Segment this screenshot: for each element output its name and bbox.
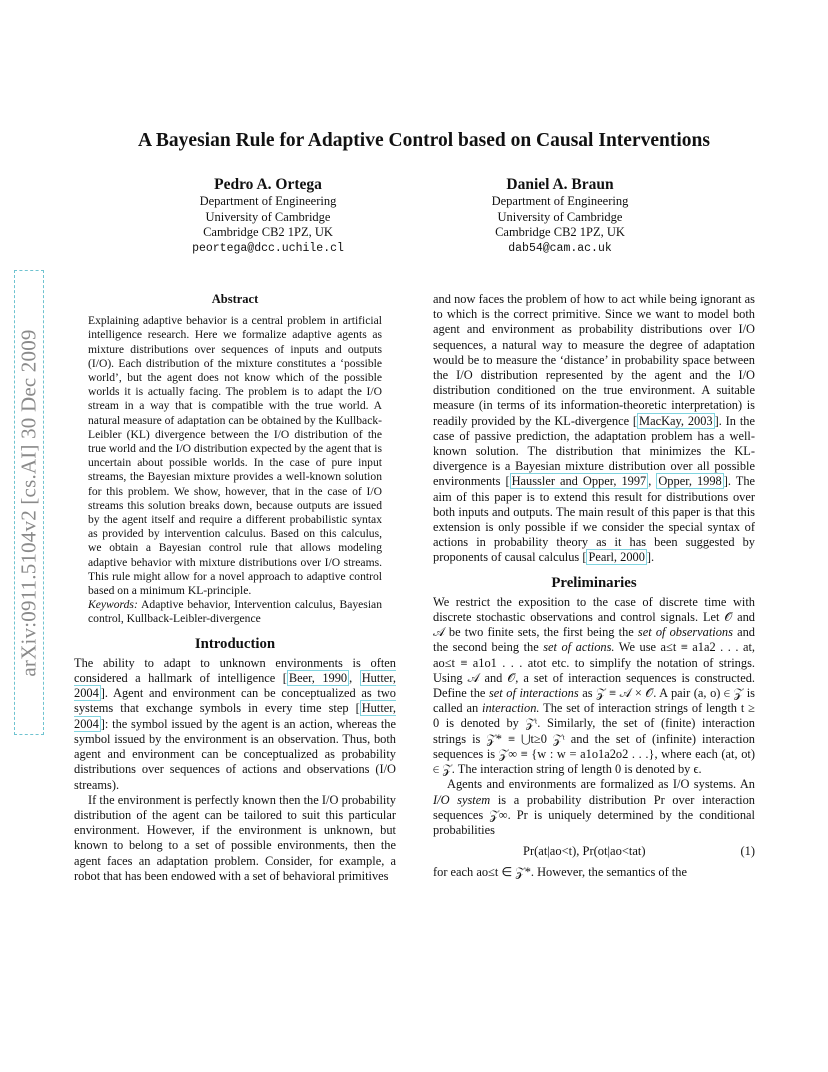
- author-university: University of Cambridge: [497, 209, 623, 224]
- author-block-ortega: [148, 175, 388, 256]
- equation-body: Pr(at|ao<t), Pr(ot|ao<tat): [523, 844, 646, 859]
- keywords-text: Adaptive behavior, Intervention calculus, Bayesian control, Kullback-Leibler-divergence: [88, 598, 382, 626]
- citation-link[interactable]: Hutter, 2004: [74, 701, 396, 731]
- keywords-label: Keywords:: [88, 598, 138, 612]
- citation-link[interactable]: Opper, 1998: [658, 474, 722, 489]
- author-block-braun: [440, 175, 680, 256]
- equation-1: [433, 844, 755, 859]
- left-column: [74, 292, 396, 884]
- author-department: Department of Engineering: [199, 194, 337, 208]
- introduction-paragraph-3: and now faces the problem of how to act while being ignorant as to which is the correct primitive. Since we want to model both agent and environment as probability distributions over I/O sequences, a natural way to measure the degree of adaptation would be to measure the ‘distance’ in probability space between the I/O distribution represented by the agent and the I/O distribution conditioned on the true environment. A suitable measure (in terms of its information-theoretic interpretation) is readily provided by the KL-divergence [ MacKay, 2003 ]. In the case of passive prediction, the adaptation problem has a well-known solution. The distribution that minimizes the KL-divergence is a Bayesian mixture distribution over all possible environments [ Haussler and Opper, 1997 , Opper, 1998 ]. The aim of this paper is to extend this result for distributions over both inputs and outputs. The main result of this paper is that this extension is only possible if we consider the special syntax of actions in probability theory as it has been suggested by proponents of causal calculus [ Pearl, 2000 ].: [433, 292, 756, 565]
- abstract-heading: Abstract: [211, 292, 259, 306]
- author-address: Cambridge CB2 1PZ, UK: [495, 225, 625, 239]
- author-university: University of Cambridge: [205, 209, 331, 224]
- author-email: peortega@dcc.uchile.cl: [192, 241, 344, 255]
- preliminaries-paragraph-1: We restrict the exposition to the case of discrete time with discrete stochastic observations and control signals. Let 𝒪 and 𝒜 be two finite sets, the first being the set of observations and the second being the set of actions. We use a≤t ≡ a1a2 . . . at, ao≤t ≡ a1o1 . . . atot etc. to simplify the notation of strings. Using 𝒜 and 𝒪, a set of interaction sequences is constructed. Define the set of interactions as 𝒵 ≡ 𝒜 × 𝒪. A pair (a, o) ∈ 𝒵 is called an interaction. The set of interaction strings of length t ≥ 0 is denoted by 𝒵ᵗ. Similarly, the set of (finite) interaction strings is 𝒵* ≡ ⋃t≥0 𝒵ᵗ and the set of (infinite) interaction sequences is 𝒵∞ ≡ {w : w = a1o1a2o2 . . .}, where each (at, ot) ∈ 𝒵. The interaction string of length 0 is denoted by ϵ.: [433, 594, 755, 777]
- arxiv-identifier-stamp: [14, 270, 44, 735]
- equation-number: (1): [740, 844, 755, 859]
- citation-link[interactable]: Beer, 1990: [288, 671, 348, 686]
- author-department: Department of Engineering: [491, 194, 629, 208]
- preliminaries-paragraph-3: for each ao≤t ∈ 𝒵*. However, the semantics of the: [433, 865, 687, 880]
- citation-link[interactable]: Pearl, 2000: [588, 550, 645, 565]
- arxiv-id-text: arXiv:0911.5104v2 [cs.AI] 30 Dec 2009: [16, 328, 41, 677]
- introduction-heading: Introduction: [194, 635, 276, 652]
- introduction-paragraph-2: If the environment is perfectly known then the I/O probability distribution of the agent can be tailored to suit this particular environment. However, if the environment is unknown, but known to belong to a set of possible environments, then the agent faces an adaptation problem. Consider, for example, a robot that has been endowed with a set of behavioral primitives: [74, 792, 396, 883]
- abstract-text: Explaining adaptive behavior is a central problem in artificial intelligence research. Here we formalize adaptive agents as mixture distributions over sequences of inputs and outputs (I/O). Each distribution of the mixture constitutes a ‘possible world’, but the agent does not know which of the possible worlds it is actually facing. The problem is to adapt the I/O stream in a way that is compatible with the true world. A natural measure of adaptation can be obtained by the Kullback-Leibler (KL) divergence between the I/O distribution of the true world and the I/O distribution expected by the agent that is uncertain about possible worlds. In the case of pure input streams, the Bayesian mixture provides a well-known solution for this problem. We show, however, that in the case of I/O streams this solution breaks down, because outputs are issued by the agent itself and require a different probabilistic syntax as provided by intervention calculus. Based on this calculus, we obtain a Bayesian control rule that allows modeling adaptive behavior with mixture distributions over I/O streams. This rule might allow for a novel approach to adaptive control based on a minimum KL-principle.: [88, 314, 382, 598]
- citation-link[interactable]: Haussler and Opper, 1997: [511, 474, 647, 489]
- author-address: Cambridge CB2 1PZ, UK: [203, 225, 333, 239]
- right-column: [433, 292, 755, 881]
- citation-link[interactable]: Hutter, 2004: [74, 671, 396, 701]
- preliminaries-heading: Preliminaries: [551, 574, 637, 591]
- abstract-section: [74, 292, 396, 627]
- introduction-paragraph-1: The ability to adapt to unknown environments is often considered a hallmark of intelligence [ Beer, 1990 , Hutter, 2004 ]. Agent and environment can be conceptualized as two systems that exchange symbols in every time step [ Hutter, 2004 ]: the symbol issued by the agent is an action, whereas the symbol issued by the environment is an observation. Thus, both agent and environment can be conceptualized as probability distributions over sequences of actions and observations (I/O streams).: [74, 655, 396, 792]
- paper-title: A Bayesian Rule for Adaptive Control based on Causal Interventions: [138, 130, 710, 151]
- citation-link[interactable]: MacKay, 2003: [639, 413, 713, 428]
- author-name: Daniel A. Braun: [506, 176, 614, 193]
- author-name: Pedro A. Ortega: [214, 176, 322, 193]
- keywords-line: [88, 598, 382, 626]
- preliminaries-paragraph-2: Agents and environments are formalized as I/O systems. An I/O system is a probability distribution Pr over interaction sequences 𝒵∞. Pr is uniquely determined by the conditional probabilities: [433, 777, 755, 837]
- author-email: dab54@cam.ac.uk: [508, 241, 612, 255]
